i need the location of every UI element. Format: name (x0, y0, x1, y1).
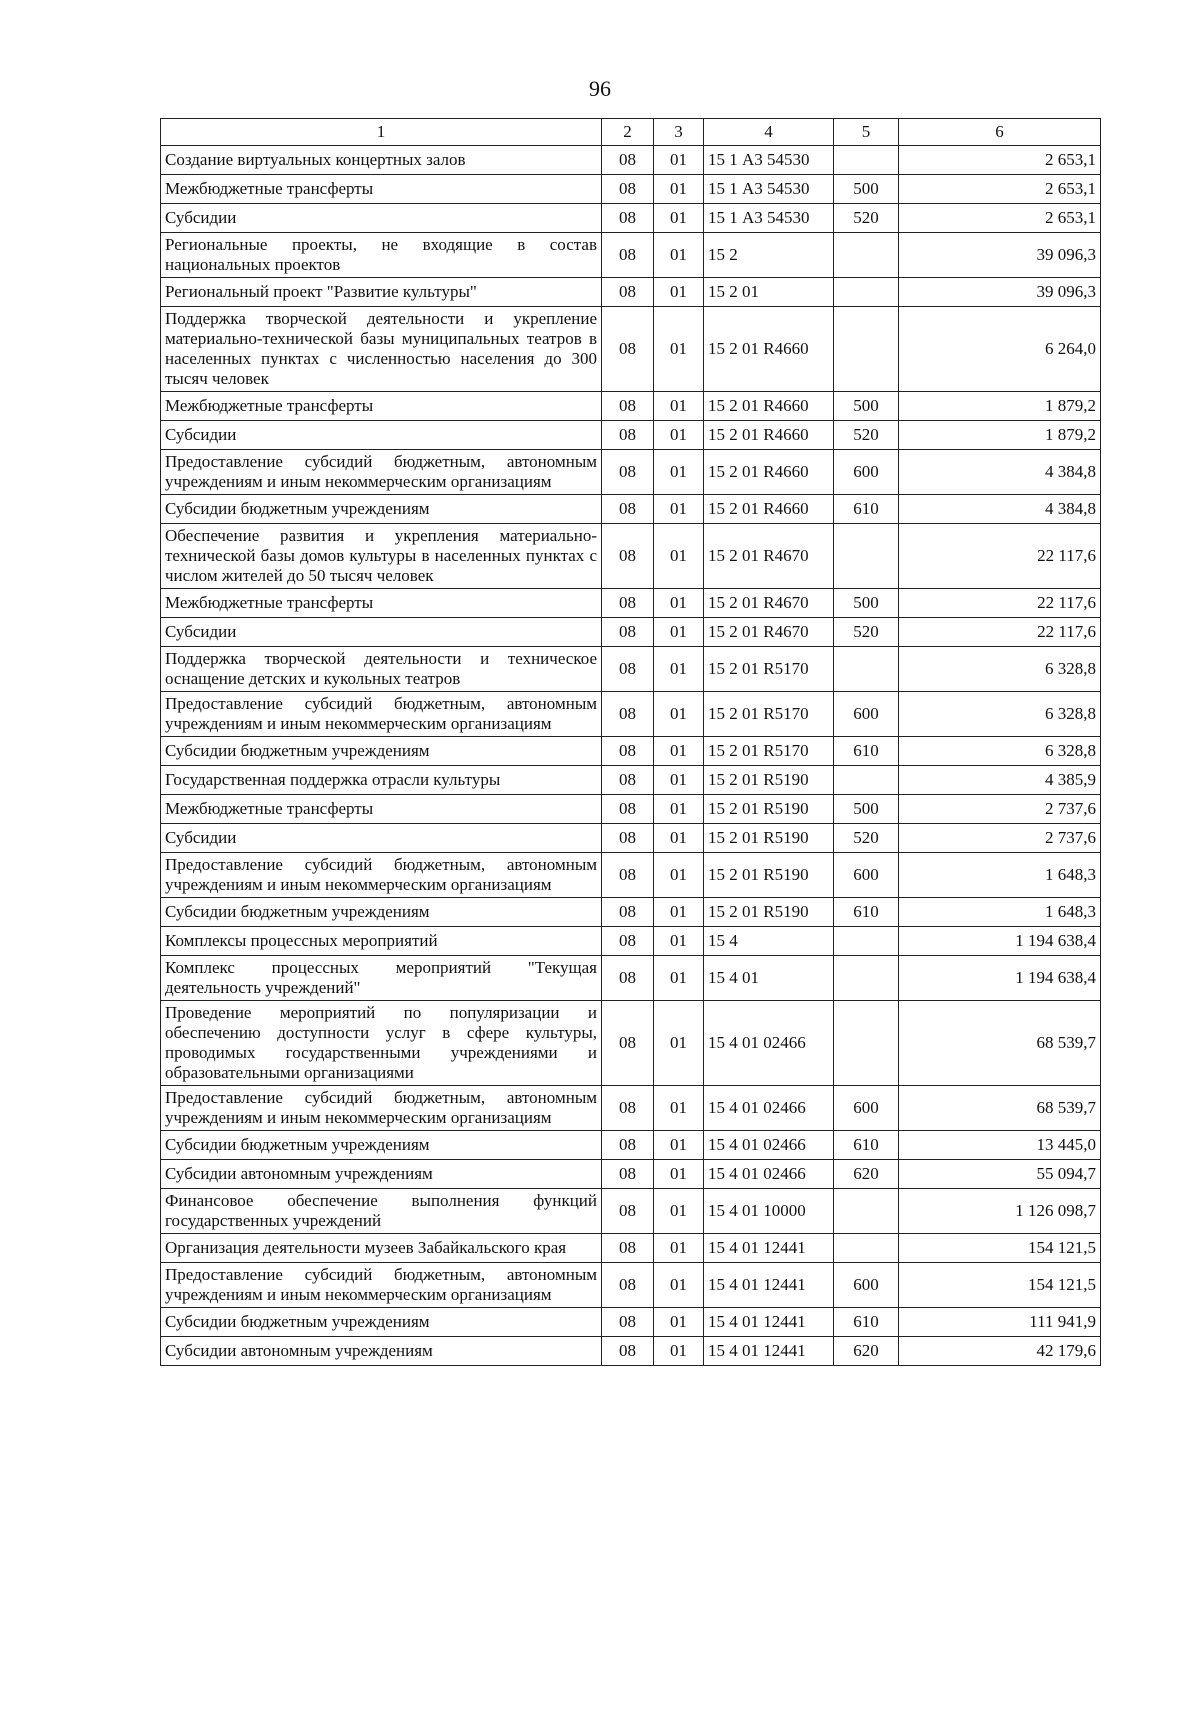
table-row (161, 589, 1101, 618)
row-target-code-cell: 15 2 01 R4670 (704, 589, 834, 618)
table-row (161, 1263, 1101, 1308)
table-row (161, 495, 1101, 524)
row-expense-type-cell: 500 (834, 392, 899, 421)
row-target-code-cell: 15 4 (704, 927, 834, 956)
row-target-code-cell: 15 2 01 (704, 278, 834, 307)
row-subsection-cell: 01 (654, 927, 704, 956)
row-expense-type-cell: 600 (834, 450, 899, 495)
table-row (161, 1160, 1101, 1189)
row-section-cell: 08 (602, 1263, 654, 1308)
row-subsection-cell: 01 (654, 1001, 704, 1086)
row-expense-type-cell: 600 (834, 692, 899, 737)
row-subsection-cell: 01 (654, 307, 704, 392)
row-target-code-cell: 15 4 01 12441 (704, 1263, 834, 1308)
row-target-code-cell: 15 1 А3 54530 (704, 146, 834, 175)
row-name-cell: Создание виртуальных концертных залов (161, 146, 602, 175)
row-section-cell: 08 (602, 146, 654, 175)
row-target-code-cell: 15 4 01 12441 (704, 1234, 834, 1263)
row-section-cell: 08 (602, 795, 654, 824)
table-row (161, 1337, 1101, 1366)
row-name-cell: Организация деятельности музеев Забайкальского края (161, 1234, 602, 1263)
row-name-cell: Субсидии бюджетным учреждениям (161, 1131, 602, 1160)
row-name-cell: Предоставление субсидий бюджетным, автономным учреждениям и иным некоммерческим организациям (161, 692, 602, 737)
row-expense-type-cell: 620 (834, 1160, 899, 1189)
table-row (161, 795, 1101, 824)
row-name-cell: Предоставление субсидий бюджетным, автономным учреждениям и иным некоммерческим организациям (161, 1263, 602, 1308)
row-target-code-cell: 15 2 01 R4660 (704, 421, 834, 450)
row-subsection-cell: 01 (654, 204, 704, 233)
row-expense-type-cell: 520 (834, 204, 899, 233)
row-section-cell: 08 (602, 589, 654, 618)
table-row (161, 278, 1101, 307)
row-subsection-cell: 01 (654, 421, 704, 450)
row-name-cell: Субсидии бюджетным учреждениям (161, 737, 602, 766)
row-amount-cell: 2 653,1 (899, 175, 1101, 204)
table-row (161, 1086, 1101, 1131)
row-subsection-cell: 01 (654, 795, 704, 824)
row-section-cell: 08 (602, 495, 654, 524)
row-amount-cell: 55 094,7 (899, 1160, 1101, 1189)
table-row (161, 450, 1101, 495)
row-target-code-cell: 15 2 01 R4660 (704, 307, 834, 392)
row-target-code-cell: 15 2 01 R4660 (704, 495, 834, 524)
row-amount-cell: 6 264,0 (899, 307, 1101, 392)
row-target-code-cell: 15 4 01 02466 (704, 1131, 834, 1160)
table-row (161, 927, 1101, 956)
row-expense-type-cell: 520 (834, 824, 899, 853)
row-section-cell: 08 (602, 853, 654, 898)
row-amount-cell: 6 328,8 (899, 692, 1101, 737)
row-section-cell: 08 (602, 1160, 654, 1189)
table-row (161, 1189, 1101, 1234)
row-name-cell: Субсидии (161, 618, 602, 647)
row-name-cell: Субсидии бюджетным учреждениям (161, 898, 602, 927)
row-amount-cell: 4 384,8 (899, 450, 1101, 495)
row-subsection-cell: 01 (654, 1263, 704, 1308)
row-amount-cell: 1 879,2 (899, 421, 1101, 450)
table-row (161, 392, 1101, 421)
table-row (161, 692, 1101, 737)
row-name-cell: Субсидии (161, 824, 602, 853)
table-row (161, 1234, 1101, 1263)
table-row (161, 233, 1101, 278)
row-section-cell: 08 (602, 956, 654, 1001)
col-header-type: 5 (834, 119, 899, 146)
row-amount-cell: 6 328,8 (899, 647, 1101, 692)
row-amount-cell: 22 117,6 (899, 524, 1101, 589)
row-amount-cell: 2 737,6 (899, 824, 1101, 853)
row-expense-type-cell: 520 (834, 618, 899, 647)
table-row (161, 766, 1101, 795)
row-expense-type-cell: 610 (834, 737, 899, 766)
row-target-code-cell: 15 4 01 12441 (704, 1308, 834, 1337)
row-name-cell: Комплексы процессных мероприятий (161, 927, 602, 956)
table-row (161, 898, 1101, 927)
row-subsection-cell: 01 (654, 1308, 704, 1337)
row-amount-cell: 22 117,6 (899, 618, 1101, 647)
table-row (161, 175, 1101, 204)
row-expense-type-cell (834, 1189, 899, 1234)
row-section-cell: 08 (602, 175, 654, 204)
row-name-cell: Межбюджетные трансферты (161, 392, 602, 421)
row-subsection-cell: 01 (654, 692, 704, 737)
row-target-code-cell: 15 4 01 02466 (704, 1086, 834, 1131)
row-expense-type-cell: 610 (834, 1131, 899, 1160)
row-expense-type-cell: 500 (834, 175, 899, 204)
row-target-code-cell: 15 4 01 02466 (704, 1160, 834, 1189)
row-target-code-cell: 15 2 01 R5190 (704, 766, 834, 795)
row-section-cell: 08 (602, 927, 654, 956)
row-target-code-cell: 15 2 01 R4660 (704, 392, 834, 421)
row-subsection-cell: 01 (654, 766, 704, 795)
row-amount-cell: 68 539,7 (899, 1086, 1101, 1131)
row-subsection-cell: 01 (654, 450, 704, 495)
row-target-code-cell: 15 2 01 R5190 (704, 795, 834, 824)
row-subsection-cell: 01 (654, 1160, 704, 1189)
row-amount-cell: 111 941,9 (899, 1308, 1101, 1337)
row-section-cell: 08 (602, 278, 654, 307)
row-name-cell: Комплекс процессных мероприятий "Текущая деятельность учреждений" (161, 956, 602, 1001)
row-section-cell: 08 (602, 692, 654, 737)
row-subsection-cell: 01 (654, 392, 704, 421)
col-header-section: 2 (602, 119, 654, 146)
budget-table (160, 118, 1101, 1366)
table-row (161, 1308, 1101, 1337)
row-subsection-cell: 01 (654, 1337, 704, 1366)
table-row (161, 146, 1101, 175)
row-expense-type-cell: 500 (834, 589, 899, 618)
row-expense-type-cell (834, 647, 899, 692)
row-target-code-cell: 15 2 01 R4660 (704, 450, 834, 495)
row-name-cell: Предоставление субсидий бюджетным, автономным учреждениям и иным некоммерческим организациям (161, 1086, 602, 1131)
row-subsection-cell: 01 (654, 1086, 704, 1131)
row-name-cell: Государственная поддержка отрасли культуры (161, 766, 602, 795)
row-section-cell: 08 (602, 1086, 654, 1131)
row-expense-type-cell: 620 (834, 1337, 899, 1366)
row-expense-type-cell (834, 766, 899, 795)
row-section-cell: 08 (602, 1308, 654, 1337)
row-section-cell: 08 (602, 392, 654, 421)
row-target-code-cell: 15 4 01 (704, 956, 834, 1001)
row-expense-type-cell: 610 (834, 495, 899, 524)
col-header-target: 4 (704, 119, 834, 146)
table-row (161, 956, 1101, 1001)
row-amount-cell: 39 096,3 (899, 278, 1101, 307)
row-subsection-cell: 01 (654, 175, 704, 204)
col-header-amount: 6 (899, 119, 1101, 146)
row-target-code-cell: 15 2 01 R5170 (704, 647, 834, 692)
row-section-cell: 08 (602, 204, 654, 233)
row-subsection-cell: 01 (654, 956, 704, 1001)
row-expense-type-cell: 600 (834, 853, 899, 898)
row-name-cell: Субсидии бюджетным учреждениям (161, 495, 602, 524)
col-header-name: 1 (161, 119, 602, 146)
row-section-cell: 08 (602, 233, 654, 278)
table-row (161, 853, 1101, 898)
row-amount-cell: 154 121,5 (899, 1263, 1101, 1308)
page-number: 96 (589, 76, 611, 101)
row-amount-cell: 22 117,6 (899, 589, 1101, 618)
row-section-cell: 08 (602, 307, 654, 392)
row-target-code-cell: 15 2 01 R4670 (704, 524, 834, 589)
row-section-cell: 08 (602, 647, 654, 692)
row-name-cell: Региональные проекты, не входящие в состав национальных проектов (161, 233, 602, 278)
row-subsection-cell: 01 (654, 146, 704, 175)
row-expense-type-cell (834, 233, 899, 278)
table-row (161, 618, 1101, 647)
row-name-cell: Финансовое обеспечение выполнения функций государственных учреждений (161, 1189, 602, 1234)
row-section-cell: 08 (602, 524, 654, 589)
row-amount-cell: 2 653,1 (899, 204, 1101, 233)
row-subsection-cell: 01 (654, 1234, 704, 1263)
row-name-cell: Межбюджетные трансферты (161, 795, 602, 824)
row-section-cell: 08 (602, 1189, 654, 1234)
row-name-cell: Субсидии автономным учреждениям (161, 1160, 602, 1189)
row-amount-cell: 13 445,0 (899, 1131, 1101, 1160)
row-amount-cell: 42 179,6 (899, 1337, 1101, 1366)
row-subsection-cell: 01 (654, 589, 704, 618)
row-amount-cell: 4 384,8 (899, 495, 1101, 524)
row-section-cell: 08 (602, 1234, 654, 1263)
row-name-cell: Предоставление субсидий бюджетным, автономным учреждениям и иным некоммерческим организациям (161, 853, 602, 898)
row-subsection-cell: 01 (654, 524, 704, 589)
row-amount-cell: 1 194 638,4 (899, 956, 1101, 1001)
row-subsection-cell: 01 (654, 618, 704, 647)
row-name-cell: Поддержка творческой деятельности и укрепление материально-технической базы муниципальных театров в населенных пунктах с численностью населения до 300 тысяч человек (161, 307, 602, 392)
row-expense-type-cell: 500 (834, 795, 899, 824)
row-expense-type-cell: 600 (834, 1086, 899, 1131)
row-amount-cell: 2 737,6 (899, 795, 1101, 824)
row-section-cell: 08 (602, 766, 654, 795)
row-target-code-cell: 15 2 01 R5170 (704, 737, 834, 766)
row-amount-cell: 39 096,3 (899, 233, 1101, 278)
row-expense-type-cell (834, 524, 899, 589)
row-subsection-cell: 01 (654, 495, 704, 524)
row-name-cell: Субсидии (161, 421, 602, 450)
row-section-cell: 08 (602, 898, 654, 927)
row-amount-cell: 1 126 098,7 (899, 1189, 1101, 1234)
row-subsection-cell: 01 (654, 898, 704, 927)
row-expense-type-cell (834, 1234, 899, 1263)
row-name-cell: Субсидии автономным учреждениям (161, 1337, 602, 1366)
row-target-code-cell: 15 2 01 R5190 (704, 824, 834, 853)
table-row (161, 1131, 1101, 1160)
row-subsection-cell: 01 (654, 853, 704, 898)
row-subsection-cell: 01 (654, 737, 704, 766)
row-name-cell: Межбюджетные трансферты (161, 589, 602, 618)
row-name-cell: Проведение мероприятий по популяризации и обеспечению доступности услуг в сфере культуры, проводимых государственными учреждениями и образовательными организациями (161, 1001, 602, 1086)
table-header-row (161, 119, 1101, 146)
row-amount-cell: 1 194 638,4 (899, 927, 1101, 956)
row-name-cell: Региональный проект "Развитие культуры" (161, 278, 602, 307)
row-expense-type-cell (834, 927, 899, 956)
row-subsection-cell: 01 (654, 1189, 704, 1234)
row-amount-cell: 1 879,2 (899, 392, 1101, 421)
row-expense-type-cell: 610 (834, 898, 899, 927)
row-subsection-cell: 01 (654, 278, 704, 307)
row-section-cell: 08 (602, 450, 654, 495)
table-row (161, 524, 1101, 589)
row-section-cell: 08 (602, 618, 654, 647)
row-amount-cell: 1 648,3 (899, 898, 1101, 927)
row-subsection-cell: 01 (654, 1131, 704, 1160)
row-amount-cell: 2 653,1 (899, 146, 1101, 175)
row-expense-type-cell: 520 (834, 421, 899, 450)
row-amount-cell: 6 328,8 (899, 737, 1101, 766)
row-target-code-cell: 15 2 01 R5190 (704, 853, 834, 898)
row-expense-type-cell (834, 307, 899, 392)
row-target-code-cell: 15 2 01 R4670 (704, 618, 834, 647)
row-expense-type-cell (834, 1001, 899, 1086)
row-target-code-cell: 15 1 А3 54530 (704, 175, 834, 204)
row-subsection-cell: 01 (654, 233, 704, 278)
row-amount-cell: 4 385,9 (899, 766, 1101, 795)
table-row (161, 647, 1101, 692)
row-expense-type-cell (834, 278, 899, 307)
table-row (161, 204, 1101, 233)
row-section-cell: 08 (602, 824, 654, 853)
row-target-code-cell: 15 2 01 R5190 (704, 898, 834, 927)
row-amount-cell: 68 539,7 (899, 1001, 1101, 1086)
table-row (161, 737, 1101, 766)
row-section-cell: 08 (602, 1131, 654, 1160)
row-expense-type-cell: 610 (834, 1308, 899, 1337)
row-subsection-cell: 01 (654, 647, 704, 692)
row-name-cell: Обеспечение развития и укрепления материально-технической базы домов культуры в населенных пунктах с числом жителей до 50 тысяч человек (161, 524, 602, 589)
row-target-code-cell: 15 4 01 10000 (704, 1189, 834, 1234)
row-target-code-cell: 15 2 01 R5170 (704, 692, 834, 737)
row-section-cell: 08 (602, 1001, 654, 1086)
row-name-cell: Субсидии (161, 204, 602, 233)
row-name-cell: Предоставление субсидий бюджетным, автономным учреждениям и иным некоммерческим организациям (161, 450, 602, 495)
row-expense-type-cell (834, 146, 899, 175)
row-amount-cell: 154 121,5 (899, 1234, 1101, 1263)
row-target-code-cell: 15 4 01 02466 (704, 1001, 834, 1086)
row-amount-cell: 1 648,3 (899, 853, 1101, 898)
row-expense-type-cell (834, 956, 899, 1001)
row-subsection-cell: 01 (654, 824, 704, 853)
row-target-code-cell: 15 4 01 12441 (704, 1337, 834, 1366)
row-expense-type-cell: 600 (834, 1263, 899, 1308)
row-section-cell: 08 (602, 1337, 654, 1366)
row-target-code-cell: 15 2 (704, 233, 834, 278)
row-name-cell: Межбюджетные трансферты (161, 175, 602, 204)
table-row (161, 824, 1101, 853)
row-section-cell: 08 (602, 421, 654, 450)
row-section-cell: 08 (602, 737, 654, 766)
table-row (161, 307, 1101, 392)
col-header-subsection: 3 (654, 119, 704, 146)
row-name-cell: Субсидии бюджетным учреждениям (161, 1308, 602, 1337)
row-name-cell: Поддержка творческой деятельности и техническое оснащение детских и кукольных театров (161, 647, 602, 692)
row-target-code-cell: 15 1 А3 54530 (704, 204, 834, 233)
table-row (161, 1001, 1101, 1086)
table-row (161, 421, 1101, 450)
